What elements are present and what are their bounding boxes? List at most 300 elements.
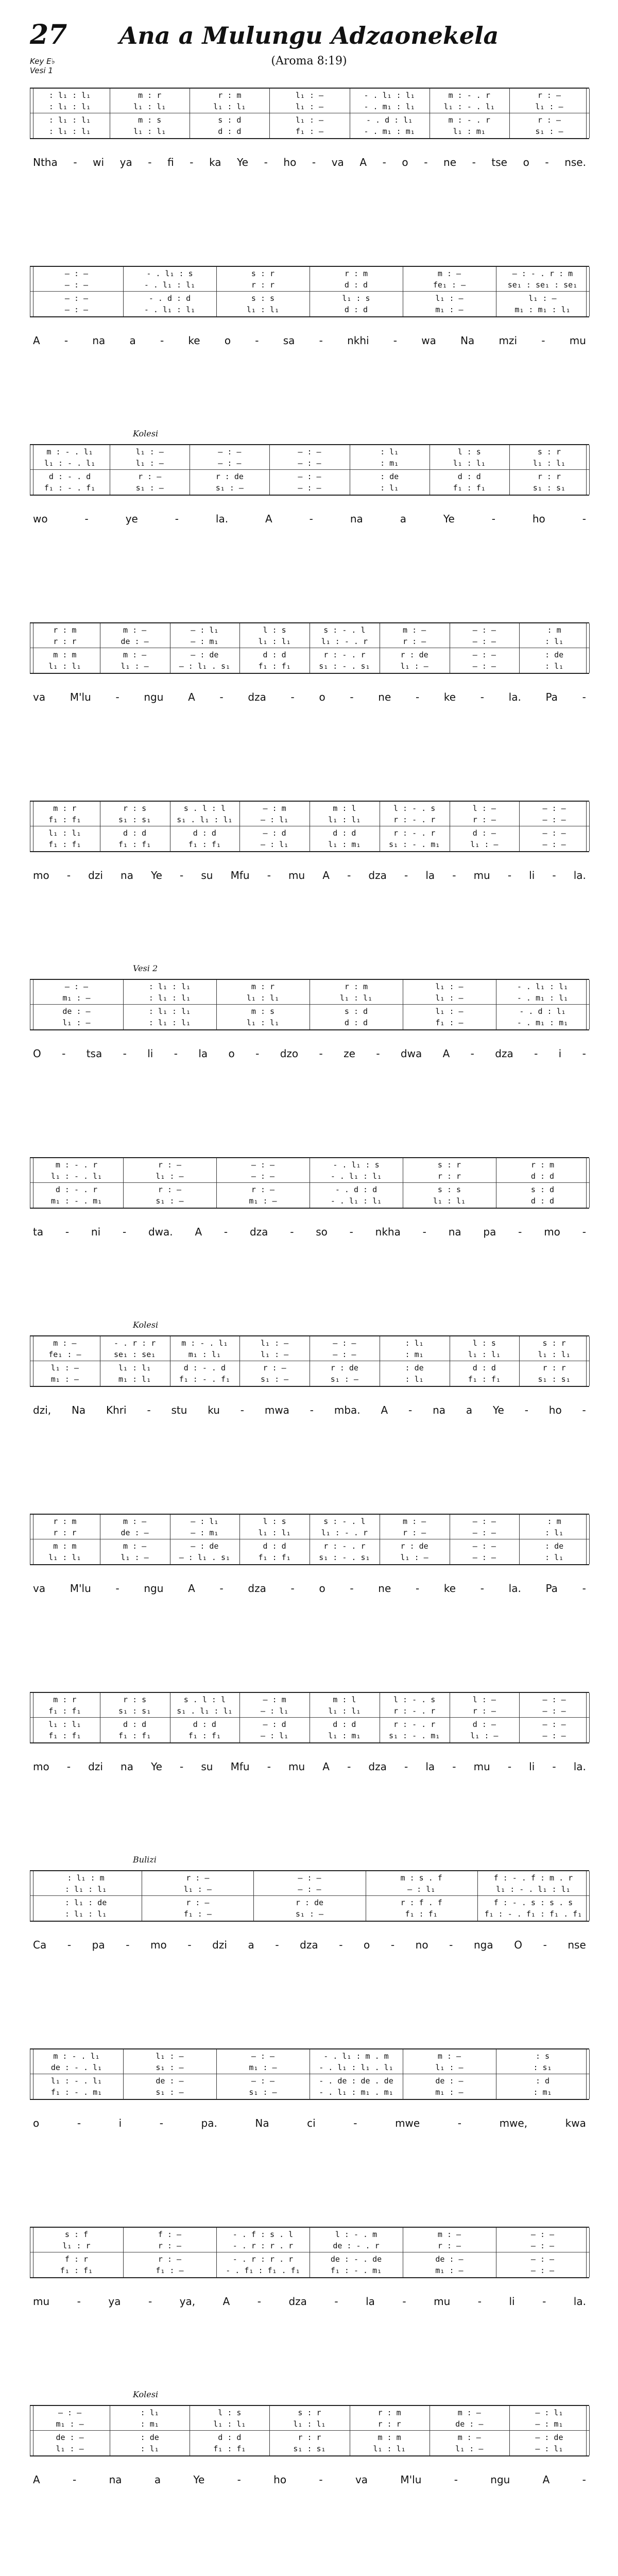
lyrics-line bbox=[30, 2294, 589, 2309]
lyric-syllable: - bbox=[454, 2473, 458, 2486]
note-group: r : s bbox=[123, 804, 147, 813]
note-group: de : — bbox=[121, 637, 149, 646]
lyric-syllable: mba. bbox=[334, 1404, 360, 1416]
note-group: l : — bbox=[472, 804, 496, 813]
note-group: l₁ : — bbox=[435, 982, 464, 991]
lyric-syllable: kwa bbox=[565, 2117, 586, 2129]
lyric-syllable: mu bbox=[33, 2295, 50, 2308]
lyric-syllable: O bbox=[514, 1939, 522, 1951]
note-group: l₁ : — bbox=[121, 662, 149, 671]
note-group: m : — bbox=[437, 2052, 461, 2061]
lyrics-line bbox=[30, 1581, 589, 1596]
lyric-syllable: la bbox=[366, 2295, 375, 2308]
note-group: d : d bbox=[263, 650, 286, 659]
lyric-syllable: nkhi bbox=[347, 334, 369, 347]
lyric-syllable: - bbox=[257, 2295, 261, 2308]
lyrics-line bbox=[30, 1046, 589, 1061]
lyric-syllable: mu bbox=[473, 1760, 490, 1773]
voice-part bbox=[30, 649, 589, 660]
note-group: — : l₁ bbox=[535, 2444, 563, 2453]
lyrics-line bbox=[30, 511, 589, 527]
solfa-notes bbox=[30, 623, 589, 673]
note-group: de : — bbox=[435, 2255, 464, 2264]
lyric-syllable: ne bbox=[378, 691, 391, 703]
note-group: — : — bbox=[298, 1873, 321, 1883]
lyric-syllable: - bbox=[148, 2295, 152, 2308]
voice-part bbox=[30, 1362, 589, 1374]
note-group: m : — bbox=[53, 1338, 77, 1348]
voice-part bbox=[30, 90, 589, 101]
note-group: l₁ : — bbox=[261, 1338, 289, 1348]
lyric-syllable: la bbox=[198, 1047, 208, 1060]
note-group: f : r bbox=[64, 2255, 89, 2264]
voice-part bbox=[30, 660, 589, 672]
lyric-syllable: - bbox=[84, 513, 89, 525]
note-group: — : — bbox=[542, 1706, 566, 1716]
note-group: f₁ : f₁ bbox=[258, 1553, 291, 1562]
note-group: : m₁ bbox=[140, 2419, 159, 2429]
lyric-syllable: - bbox=[452, 1760, 456, 1773]
lyric-syllable: - bbox=[545, 156, 549, 168]
note-group: m₁ : — bbox=[249, 2063, 277, 2072]
note-group: s₁ : — bbox=[156, 2063, 184, 2072]
lyric-syllable: - bbox=[237, 2473, 241, 2486]
lyric-syllable: la bbox=[425, 1760, 435, 1773]
verse-label: Vesi 1 bbox=[30, 66, 53, 75]
lyric-syllable: M'lu bbox=[400, 2473, 422, 2486]
note-group: - . l₁ : m₁ . m₁ bbox=[319, 2088, 393, 2097]
lyric-syllable: - bbox=[219, 691, 224, 703]
note-group: l₁ : — bbox=[156, 1172, 184, 1181]
note-group: - . d : d bbox=[335, 1185, 377, 1194]
lyric-syllable: na bbox=[121, 1760, 133, 1773]
lyric-syllable: li bbox=[147, 1047, 153, 1060]
lyric-syllable: na bbox=[433, 1404, 446, 1416]
lyric-syllable: dwa. bbox=[148, 1226, 173, 1238]
lyric-syllable: - bbox=[480, 691, 484, 703]
note-group: f₁ : f₁ bbox=[60, 2266, 93, 2275]
note-group: — : — bbox=[64, 982, 89, 991]
note-group: — : l₁ bbox=[261, 815, 289, 824]
note-group: l₁ : l₁ bbox=[339, 993, 373, 1003]
note-group: f : — bbox=[158, 2230, 182, 2239]
note-group: s₁ : s₁ bbox=[118, 815, 151, 824]
lyric-syllable: o bbox=[319, 691, 325, 703]
voice-part bbox=[30, 1884, 589, 1895]
section-label: Vesi 2 bbox=[133, 963, 158, 973]
lyric-syllable: ya bbox=[108, 2295, 121, 2308]
lyric-syllable: ngu bbox=[144, 1582, 164, 1595]
note-group: : s₁ bbox=[533, 2063, 552, 2072]
note-group: — : — bbox=[251, 1160, 275, 1170]
lyric-syllable: - bbox=[66, 1760, 71, 1773]
lyric-syllable: ya bbox=[119, 156, 132, 168]
note-group: r : r bbox=[53, 637, 77, 646]
lyric-syllable: nse bbox=[568, 1939, 586, 1951]
note-group: - . l₁ : l₁ bbox=[330, 1196, 382, 1206]
lyric-syllable: dza bbox=[368, 1760, 387, 1773]
note-group: l₁ : — bbox=[50, 1363, 79, 1372]
staff-box bbox=[30, 1870, 589, 1922]
note-group: s₁ : — bbox=[261, 1375, 289, 1384]
note-group: m : l bbox=[333, 804, 356, 813]
note-group: : l₁ : l₁ bbox=[48, 127, 91, 136]
lyric-syllable: a bbox=[248, 1939, 254, 1951]
lyric-syllable: nse. bbox=[564, 156, 586, 168]
note-group: m : m bbox=[53, 1541, 77, 1551]
note-group: l₁ : l₁ bbox=[118, 1363, 151, 1372]
note-group: r : - . r bbox=[393, 1706, 436, 1716]
note-group: m₁ : — bbox=[435, 2266, 464, 2275]
lyric-syllable: mo bbox=[33, 869, 49, 882]
note-group: l₁ : — bbox=[261, 1350, 289, 1359]
staff-box bbox=[30, 979, 589, 1030]
voice-part bbox=[30, 1552, 589, 1563]
note-group: m : - . r bbox=[55, 1160, 98, 1170]
note-group: : l₁ : l₁ bbox=[48, 102, 91, 111]
note-group: l : - . s bbox=[393, 804, 436, 813]
lyric-syllable: mo bbox=[544, 1226, 560, 1238]
note-group: r : — bbox=[158, 1160, 182, 1170]
lyric-syllable: pa bbox=[483, 1226, 496, 1238]
lyric-syllable: - bbox=[350, 1582, 354, 1595]
note-group: l₁ : l₁ bbox=[246, 993, 280, 1003]
note-group: d : d bbox=[333, 1720, 356, 1729]
note-group: f₁ : - . f₁ bbox=[179, 1375, 231, 1384]
lyric-syllable: - bbox=[267, 1760, 271, 1773]
lyric-syllable: ka bbox=[209, 156, 221, 168]
note-group: l₁ : — bbox=[400, 1553, 428, 1562]
note-group: l₁ : — bbox=[470, 840, 499, 849]
note-group: l₁ : - . l₁ bbox=[50, 1172, 102, 1181]
note-group: — : — bbox=[472, 1541, 496, 1551]
note-group: f₁ : f₁ bbox=[468, 1375, 501, 1384]
note-group: de : — bbox=[435, 2076, 464, 2086]
lyric-syllable: nga bbox=[473, 1939, 493, 1951]
lyric-syllable: na bbox=[448, 1226, 461, 1238]
note-group: — : — bbox=[298, 483, 321, 493]
lyric-syllable: - bbox=[255, 334, 259, 347]
lyric-syllable: mo bbox=[150, 1939, 167, 1951]
lyrics-line bbox=[30, 2115, 589, 2131]
lyric-syllable: - bbox=[339, 1939, 343, 1951]
lyric-syllable: - bbox=[402, 2295, 406, 2308]
lyric-syllable: pa. bbox=[201, 2117, 217, 2129]
solfa-notes bbox=[30, 1871, 589, 1921]
note-group: l₁ : — bbox=[435, 1007, 464, 1016]
lyric-syllable: A bbox=[359, 156, 367, 168]
lyric-syllable: M'lu bbox=[70, 691, 91, 703]
voice-part bbox=[30, 293, 589, 304]
lyric-syllable: fi bbox=[167, 156, 174, 168]
note-group: — : — bbox=[298, 472, 321, 481]
voice-part bbox=[30, 1719, 589, 1730]
note-group: s : d bbox=[218, 115, 242, 125]
note-group: r : — bbox=[537, 91, 561, 100]
note-group: d : d bbox=[344, 1018, 368, 1027]
lyric-syllable: - bbox=[126, 1939, 130, 1951]
note-group: : de bbox=[140, 2433, 159, 2442]
voice-part bbox=[30, 471, 589, 482]
note-group: s₁ : s₁ bbox=[533, 483, 566, 493]
lyric-syllable: - bbox=[224, 1226, 228, 1238]
note-group: l₁ : l₁ bbox=[258, 637, 291, 646]
note-group: — : — bbox=[64, 269, 89, 278]
note-group: m : r bbox=[53, 804, 77, 813]
note-group: — : m₁ bbox=[535, 2419, 563, 2429]
lyric-syllable: - bbox=[534, 1047, 538, 1060]
note-group: : l₁ bbox=[405, 1338, 424, 1348]
voice-part bbox=[30, 279, 589, 291]
lyric-syllable: - bbox=[347, 1760, 351, 1773]
note-group: — : de bbox=[535, 2433, 563, 2442]
note-group: - . l₁ : l₁ . l₁ bbox=[319, 2063, 393, 2072]
solfa-notes bbox=[30, 1336, 589, 1386]
note-group: m : — bbox=[123, 625, 147, 635]
note-group: - . r : r bbox=[113, 1338, 156, 1348]
lyric-syllable: - bbox=[77, 2295, 81, 2308]
note-group: f₁ : — bbox=[295, 127, 324, 136]
note-group: : l₁ bbox=[405, 1375, 424, 1384]
note-group: f : - . f : m . r bbox=[493, 1873, 573, 1883]
note-group: d : d bbox=[344, 280, 368, 290]
staff-box bbox=[30, 1514, 589, 1565]
note-group: m₁ : — bbox=[62, 993, 91, 1003]
note-group: : de bbox=[380, 472, 399, 481]
lyric-syllable: - bbox=[73, 156, 77, 168]
note-group: l₁ : — bbox=[135, 447, 164, 456]
note-group: l₁ : l₁ bbox=[293, 2419, 326, 2429]
solfa-notes bbox=[30, 445, 589, 495]
lyric-syllable: o bbox=[364, 1939, 370, 1951]
note-group: — : — bbox=[298, 447, 321, 456]
note-group: l₁ : l₁ bbox=[258, 1528, 291, 1537]
note-group: l₁ : — bbox=[62, 1018, 91, 1027]
note-group: s : - . l bbox=[323, 1517, 366, 1526]
note-group: r : m bbox=[530, 1160, 555, 1170]
note-group: — : — bbox=[251, 2076, 275, 2086]
note-group: f₁ : — bbox=[435, 1018, 464, 1027]
note-group: r : m bbox=[53, 625, 77, 635]
lyric-syllable: - bbox=[582, 1582, 586, 1595]
note-group: - . m₁ : m₁ bbox=[364, 127, 415, 136]
note-group: — : — bbox=[251, 1172, 275, 1181]
lyric-syllable: a bbox=[400, 513, 406, 525]
lyric-syllable: - bbox=[240, 1404, 244, 1416]
note-group: l₁ : s bbox=[342, 294, 370, 303]
note-group: — : m₁ bbox=[191, 1528, 219, 1537]
voice-part bbox=[30, 2050, 589, 2062]
note-group: f₁ : f₁ bbox=[118, 840, 151, 849]
note-group: f₁ : f₁ bbox=[48, 840, 81, 849]
lyric-syllable: - bbox=[319, 2473, 323, 2486]
voice-part bbox=[30, 2443, 589, 2454]
note-group: f₁ : f₁ bbox=[118, 1731, 151, 1740]
note-group: f : - . s : s . s bbox=[493, 1898, 573, 1907]
note-group: — : — bbox=[542, 1731, 566, 1740]
note-group: m : s bbox=[138, 115, 162, 125]
note-group: de : - . de bbox=[330, 2255, 382, 2264]
note-group: m : — bbox=[437, 2230, 461, 2239]
lyric-syllable: - bbox=[67, 1939, 72, 1951]
note-group: f₁ : — bbox=[183, 1909, 212, 1919]
lyrics-line bbox=[30, 1937, 589, 1953]
lyric-syllable: - bbox=[424, 156, 428, 168]
note-group: d : - . d bbox=[48, 472, 91, 481]
voice-part bbox=[30, 2240, 589, 2251]
lyric-syllable: Mfu bbox=[230, 869, 250, 882]
voice-part bbox=[30, 1540, 589, 1552]
note-group: l : - . s bbox=[393, 1695, 436, 1704]
note-group: l₁ : — bbox=[470, 1731, 499, 1740]
note-group: d : d bbox=[333, 828, 356, 838]
note-group: r : — bbox=[403, 637, 426, 646]
note-group: l : s bbox=[472, 1338, 496, 1348]
lyric-syllable: - bbox=[65, 1226, 70, 1238]
voice-part bbox=[30, 1337, 589, 1349]
note-group: l₁ : — bbox=[121, 1553, 149, 1562]
note-group: : m₁ bbox=[380, 459, 399, 468]
lyric-syllable: - bbox=[310, 1404, 314, 1416]
note-group: : m bbox=[547, 625, 561, 635]
note-group: r : r bbox=[377, 2419, 401, 2429]
lyric-syllable: - bbox=[415, 1582, 420, 1595]
note-group: f₁ : — bbox=[156, 2266, 184, 2275]
lyric-syllable: Khri bbox=[106, 1404, 127, 1416]
lyric-syllable: tsa bbox=[86, 1047, 102, 1060]
note-group: m₁ : - . m₁ bbox=[50, 1196, 102, 1206]
lyric-syllable: li bbox=[509, 2295, 515, 2308]
note-group: l₁ : - . l₁ : l₁ bbox=[496, 1885, 571, 1894]
lyric-syllable: dza bbox=[248, 691, 266, 703]
note-group: s . l : l bbox=[183, 804, 226, 813]
note-group: l₁ : — bbox=[435, 294, 464, 303]
lyric-syllable: mo bbox=[33, 1760, 49, 1773]
lyric-syllable: - bbox=[404, 869, 408, 882]
voice-part bbox=[30, 1171, 589, 1182]
voice-part bbox=[30, 1516, 589, 1527]
lyric-syllable: - bbox=[422, 1226, 426, 1238]
note-group: - . r : r . r bbox=[232, 2255, 294, 2264]
voice-part bbox=[30, 992, 589, 1004]
voice-part bbox=[30, 814, 589, 825]
lyric-syllable: - bbox=[312, 156, 316, 168]
lyrics-line bbox=[30, 333, 589, 348]
lyric-syllable: na bbox=[350, 513, 363, 525]
note-group: : l₁ : m bbox=[67, 1873, 105, 1883]
lyric-syllable: - bbox=[404, 1760, 408, 1773]
note-group: — : m₁ bbox=[191, 637, 219, 646]
lyric-syllable: ho bbox=[273, 2473, 287, 2486]
note-group: f₁ : f₁ bbox=[405, 1909, 438, 1919]
note-group: m₁ : — bbox=[56, 2419, 84, 2429]
lyric-syllable: Pa bbox=[545, 1582, 558, 1595]
lyric-syllable: - bbox=[319, 334, 323, 347]
note-group: — : — bbox=[542, 804, 566, 813]
lyric-syllable: - bbox=[115, 691, 119, 703]
note-group: r : r bbox=[251, 280, 275, 290]
note-group: s : s bbox=[437, 1185, 461, 1194]
note-group: d : d bbox=[530, 1196, 555, 1206]
note-group: s₁ : - . s₁ bbox=[319, 1553, 370, 1562]
note-group: s₁ : — bbox=[249, 2088, 277, 2097]
lyric-syllable: dza bbox=[368, 869, 387, 882]
lyric-syllable: li bbox=[529, 869, 535, 882]
note-group: l₁ : l₁ bbox=[453, 459, 486, 468]
note-group: — : — bbox=[530, 2230, 555, 2239]
note-group: r : de bbox=[400, 1541, 428, 1551]
lyric-syllable: - bbox=[582, 1226, 586, 1238]
voice-part bbox=[30, 1349, 589, 1360]
note-group: r : r bbox=[437, 1172, 461, 1181]
note-group: l : - . m bbox=[335, 2230, 377, 2239]
lyric-syllable: la. bbox=[215, 513, 229, 525]
note-group: m : s bbox=[251, 1007, 275, 1016]
lyric-syllable: - bbox=[290, 691, 295, 703]
note-group: m : — bbox=[457, 2433, 481, 2442]
lyric-syllable: - bbox=[147, 1404, 151, 1416]
note-group: r : — bbox=[472, 815, 496, 824]
note-group: r : — bbox=[263, 1363, 286, 1372]
lyric-syllable: A bbox=[442, 1047, 450, 1060]
note-group: - . r : r . r bbox=[232, 2241, 294, 2250]
lyric-syllable: no bbox=[415, 1939, 428, 1951]
note-group: m : - . l₁ bbox=[53, 2052, 100, 2061]
lyrics-line bbox=[30, 1224, 589, 1240]
lyric-syllable: - bbox=[452, 869, 456, 882]
note-group: r : - . r bbox=[393, 815, 436, 824]
lyric-syllable: so bbox=[316, 1226, 328, 1238]
solfa-notes bbox=[30, 2228, 589, 2277]
note-group: - . f : s . l bbox=[232, 2230, 294, 2239]
lyric-syllable: - bbox=[334, 2295, 338, 2308]
lyric-syllable: A bbox=[542, 2473, 550, 2486]
lyric-syllable: o bbox=[33, 2117, 40, 2129]
note-group: l₁ : l₁ bbox=[48, 1720, 81, 1729]
lyrics-line bbox=[30, 1402, 589, 1418]
lyric-syllable: - bbox=[582, 513, 586, 525]
note-group: d : d bbox=[193, 1720, 216, 1729]
lyric-syllable: na bbox=[121, 869, 133, 882]
voice-part bbox=[30, 2087, 589, 2098]
voice-part bbox=[30, 2229, 589, 2240]
note-group: : m₁ bbox=[405, 1350, 424, 1359]
voice-part bbox=[30, 1006, 589, 1017]
note-group: - . l₁ : s bbox=[333, 1160, 380, 1170]
note-group: m : r bbox=[138, 91, 162, 100]
voice-part bbox=[30, 1374, 589, 1385]
lyric-syllable: va bbox=[33, 1582, 46, 1595]
note-group: — : - . r : m bbox=[512, 269, 573, 278]
lyric-syllable: - bbox=[518, 1226, 522, 1238]
staff-box bbox=[30, 88, 589, 139]
lyric-syllable: A bbox=[322, 1760, 330, 1773]
note-group: l : s bbox=[218, 2408, 242, 2417]
note-group: — : — bbox=[64, 280, 89, 290]
lyric-syllable: - bbox=[73, 2473, 77, 2486]
lyric-syllable: - bbox=[470, 1047, 474, 1060]
note-group: s : s bbox=[251, 294, 275, 303]
note-group: d : d bbox=[193, 828, 216, 838]
note-group: r : f . f bbox=[400, 1898, 442, 1907]
note-group: : l₁ bbox=[140, 2408, 159, 2417]
note-group: s : r bbox=[251, 269, 275, 278]
lyric-syllable: A bbox=[33, 2473, 40, 2486]
section-label: Kolesi bbox=[133, 1320, 159, 1330]
lyric-syllable: a bbox=[466, 1404, 473, 1416]
note-group: m : - . l₁ bbox=[46, 447, 93, 456]
lyric-syllable: - bbox=[390, 1939, 395, 1951]
